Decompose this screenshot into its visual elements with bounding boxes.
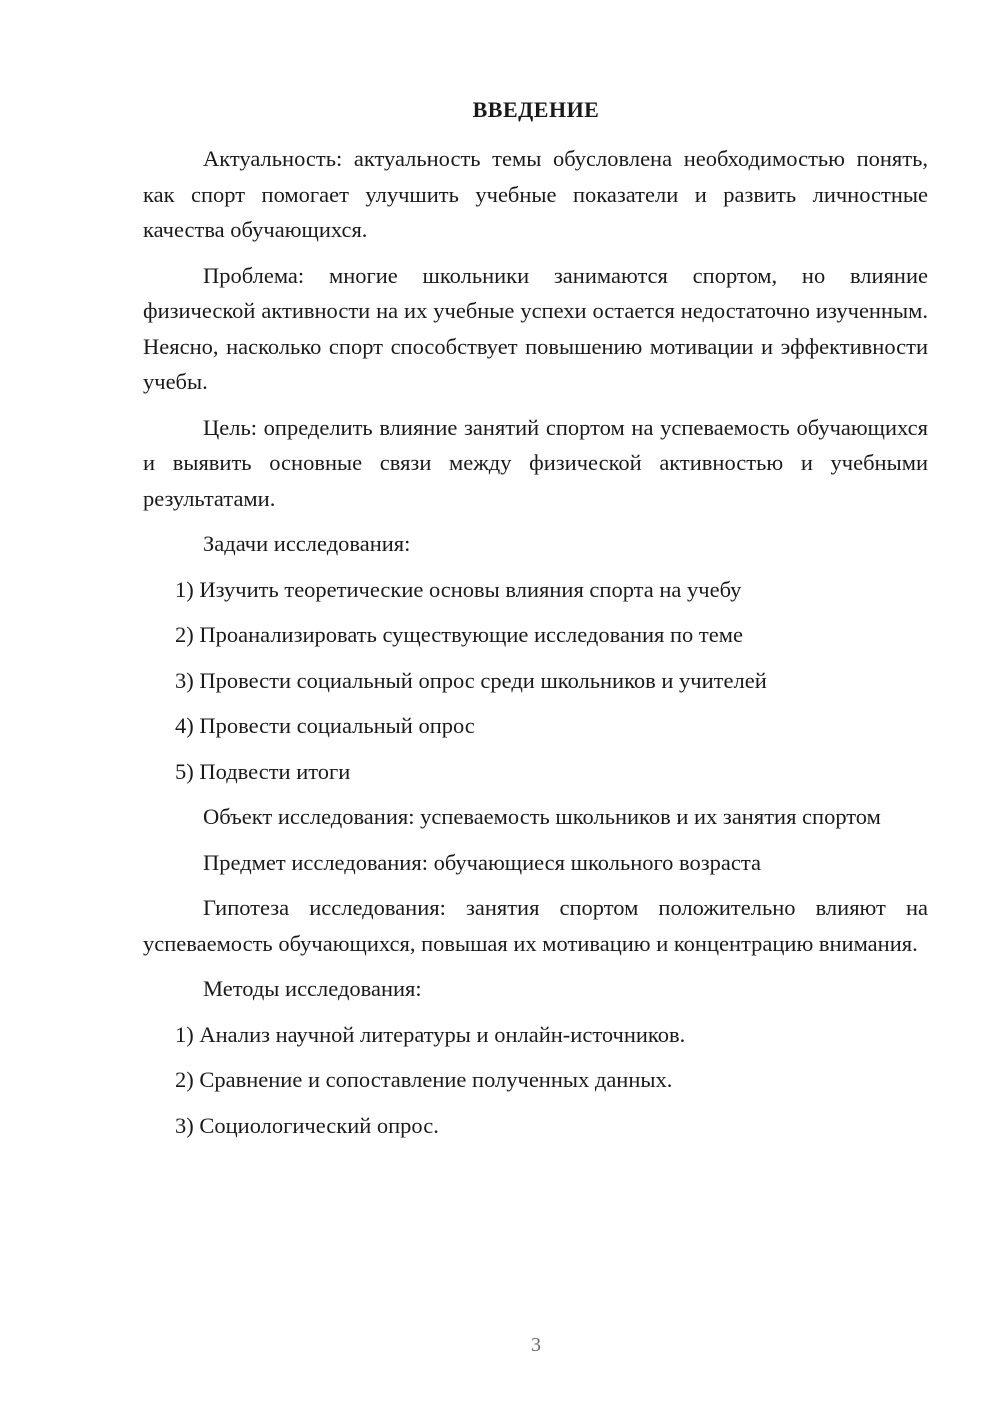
object-paragraph: Объект исследования: успеваемость школьников и их занятия спортом xyxy=(203,804,881,829)
subject-paragraph: Предмет исследования: обучающиеся школьного возраста xyxy=(203,849,761,875)
tasks-list xyxy=(143,572,928,790)
problem-paragraph: Проблема: многие школьники занимаются спортом, но влияние физической активности на их учебные успехи остается недостаточно изученным. Неясно, насколько спорт способствует повышению мотивации и эффективности учебы. xyxy=(143,262,928,394)
hypothesis-paragraph: Гипотеза исследования: занятия спортом положительно влияют на успеваемость обучающихся, повышая их мотивацию и концентрацию внимания. xyxy=(143,895,928,956)
methods-list xyxy=(143,1017,928,1144)
list-item: 3) Социологический опрос. xyxy=(175,1112,439,1138)
list-item: 1) Изучить теоретические основы влияния спорта на учебу xyxy=(175,576,742,602)
list-item: 4) Провести социальный опрос xyxy=(175,713,475,738)
list-item: 2) Сравнение и сопоставление полученных данных. xyxy=(175,1067,673,1092)
list-item: 1) Анализ научной литературы и онлайн-источников. xyxy=(175,1021,686,1047)
page-title: ВВЕДЕНИЕ xyxy=(472,97,600,122)
list-item: 5) Подвести итоги xyxy=(175,758,351,784)
page-number: 3 xyxy=(531,1334,541,1356)
list-item: 2) Проанализировать существующие исследования по теме xyxy=(175,622,743,647)
document-body xyxy=(143,141,928,1153)
list-item: 3) Провести социальный опрос среди школьников и учителей xyxy=(175,667,767,693)
methods-label: Методы исследования: xyxy=(203,976,422,1001)
tasks-label: Задачи исследования: xyxy=(203,531,411,556)
relevance-paragraph: Актуальность: актуальность темы обусловлена необходимостью понять, как спорт помогает улучшить учебные показатели и развить личностные качества обучающихся. xyxy=(143,146,928,242)
goal-paragraph: Цель: определить влияние занятий спортом на успеваемость обучающихся и выявить основные связи между физической активностью и учебными результатами. xyxy=(143,414,928,511)
